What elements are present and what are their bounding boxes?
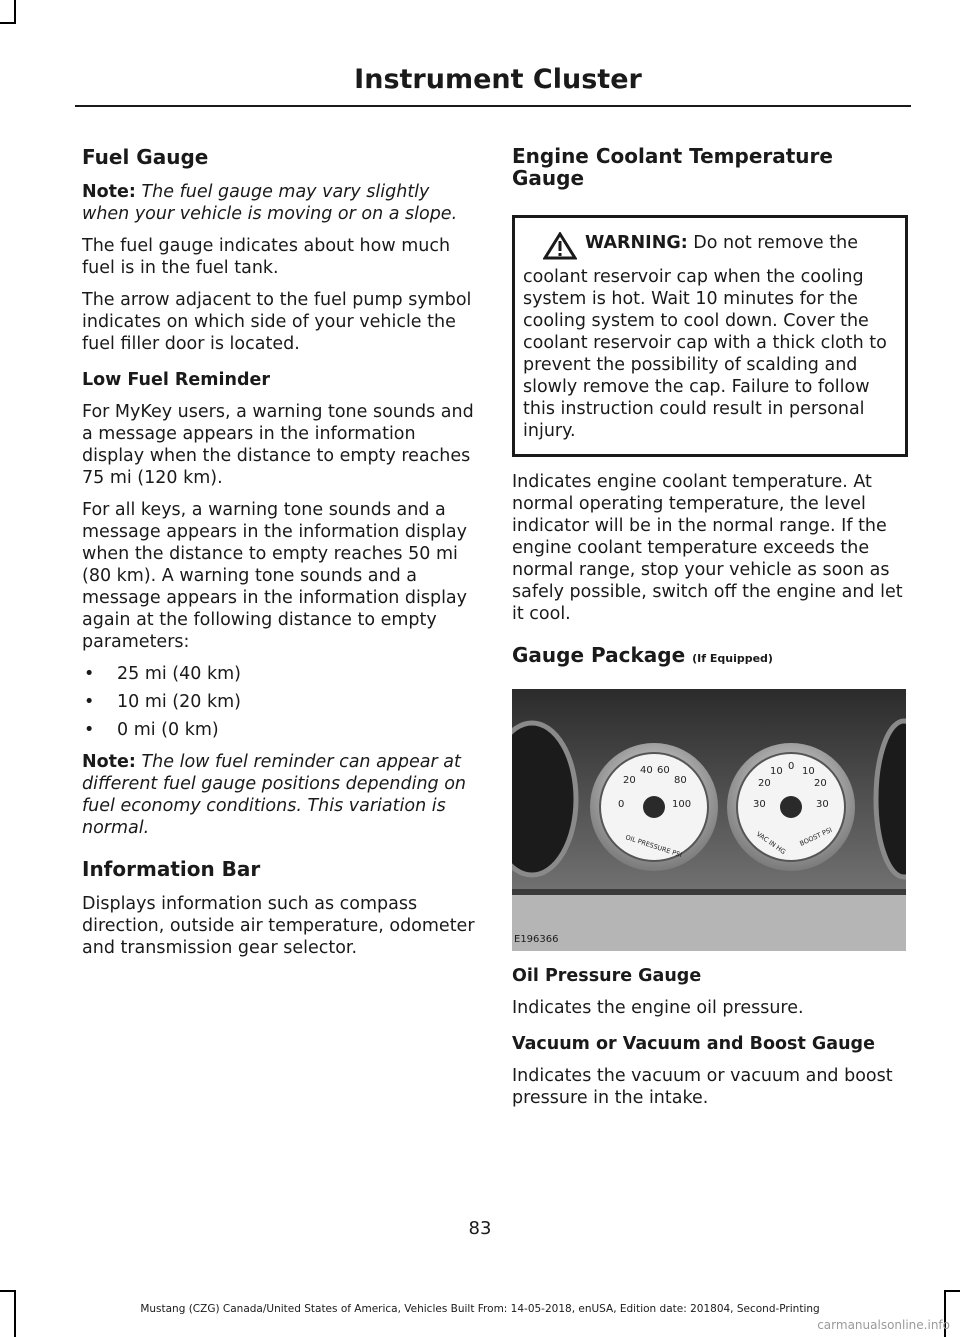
vacuum-tick-label: 0	[788, 761, 795, 772]
vacuum-tick-label: 30	[753, 799, 766, 810]
warning-label: WARNING:	[585, 233, 688, 253]
oil-pressure-paragraph: Indicates the engine oil pressure.	[512, 998, 804, 1018]
list-item: • 10 mi (20 km)	[82, 691, 482, 713]
vacuum-paragraph: Indicates the vacuum or vacuum and boost pressure in the intake.	[512, 1066, 893, 1108]
crop-mark-bottom-left-h	[0, 1290, 16, 1292]
oil-tick-label: 40	[640, 765, 653, 776]
list-item: • 25 mi (40 km)	[82, 663, 482, 685]
watermark: carmanualsonline.info	[817, 1318, 950, 1332]
vacuum-tick-label: 10	[770, 766, 783, 777]
gauge-package-heading: Gauge Package (If Equipped)	[512, 643, 773, 667]
list-item: • 0 mi (0 km)	[82, 719, 482, 741]
fuel-note: Note: The fuel gauge may vary slightly when your vehicle is moving or on a slope.	[82, 182, 458, 224]
oil-caption: OIL PRESSURE PSI	[624, 833, 683, 860]
page-header-title: Instrument Cluster	[354, 64, 642, 95]
vacuum-heading: Vacuum or Vacuum and Boost Gauge	[512, 1034, 875, 1054]
oil-tick-label: 0	[618, 799, 625, 810]
right-column	[512, 145, 908, 1119]
fuel-gauge-heading: Fuel Gauge	[82, 145, 209, 169]
gauge-illustration	[512, 689, 906, 951]
oil-tick-label: 60	[657, 765, 670, 776]
distance-list	[82, 663, 482, 741]
crop-mark-bottom-right-h	[944, 1290, 960, 1292]
figure-id: E196366	[514, 934, 559, 945]
left-column	[82, 145, 482, 969]
low-fuel-note: Note: The low fuel reminder can appear at different fuel gauge positions depending on fuel economy conditions. This variation is normal.	[82, 752, 467, 838]
warning-triangle-icon	[543, 232, 577, 266]
fuel-paragraph-1: The fuel gauge indicates about how much fuel is in the fuel tank.	[82, 236, 451, 278]
crop-mark-top-left-h	[0, 22, 16, 24]
information-bar-paragraph: Displays information such as compass direction, outside air temperature, odometer and transmission gear selector.	[82, 894, 475, 958]
warning-text: Do not remove the coolant reservoir cap when the cooling system is hot. Wait 10 minutes for the cooling system to cool down. Cover the coolant reservoir cap with a thick cloth to prevent the possibility of scalding and slowly remove the cap. Failure to follow this instruction could result in personal injury.	[523, 233, 887, 441]
vacuum-caption: VAC IN HG	[754, 830, 788, 856]
information-bar-heading: Information Bar	[82, 857, 261, 881]
if-equipped-label: (If Equipped)	[692, 652, 773, 665]
oil-tick-label: 20	[623, 775, 636, 786]
coolant-heading: Engine Coolant Temperature Gauge	[512, 144, 833, 190]
footer-edition-line: Mustang (CZG) Canada/United States of America, Vehicles Built From: 14-05-2018, enUSA, Edition date: 201804, Second-Printing	[140, 1303, 820, 1315]
coolant-paragraph: Indicates engine coolant temperature. At normal operating temperature, the level indicator will be in the normal range. If the engine coolant temperature exceeds the normal range, stop your vehicle as soon as safely possible, switch off the engine and let it cool.	[512, 472, 903, 624]
header-rule	[75, 105, 911, 107]
gauge-package-figure	[512, 689, 906, 951]
vacuum-tick-label: 20	[814, 778, 827, 789]
vacuum-tick-label: 20	[758, 778, 771, 789]
low-fuel-paragraph-1: For MyKey users, a warning tone sounds and a message appears in the information display when the distance to empty reaches 75 mi (120 km).	[82, 402, 474, 488]
low-fuel-heading: Low Fuel Reminder	[82, 370, 270, 390]
vacuum-tick-label: 30	[816, 799, 829, 810]
vacuum-tick-label: 10	[802, 766, 815, 777]
fuel-paragraph-2: The arrow adjacent to the fuel pump symbol indicates on which side of your vehicle the fuel filler door is located.	[82, 290, 472, 354]
low-fuel-paragraph-2: For all keys, a warning tone sounds and a message appears in the information display when the distance to empty reaches 50 mi (80 km). A warning tone sounds and a message appears in the information display again at the following distance to empty parameters:	[82, 500, 468, 652]
boost-caption: BOOST PSI	[798, 825, 834, 848]
warning-box	[512, 215, 908, 457]
crop-mark-top-left-v	[14, 0, 16, 22]
page-number: 83	[468, 1218, 492, 1239]
oil-pressure-heading: Oil Pressure Gauge	[512, 966, 702, 986]
oil-tick-label: 80	[674, 775, 687, 786]
oil-tick-label: 100	[672, 799, 692, 810]
